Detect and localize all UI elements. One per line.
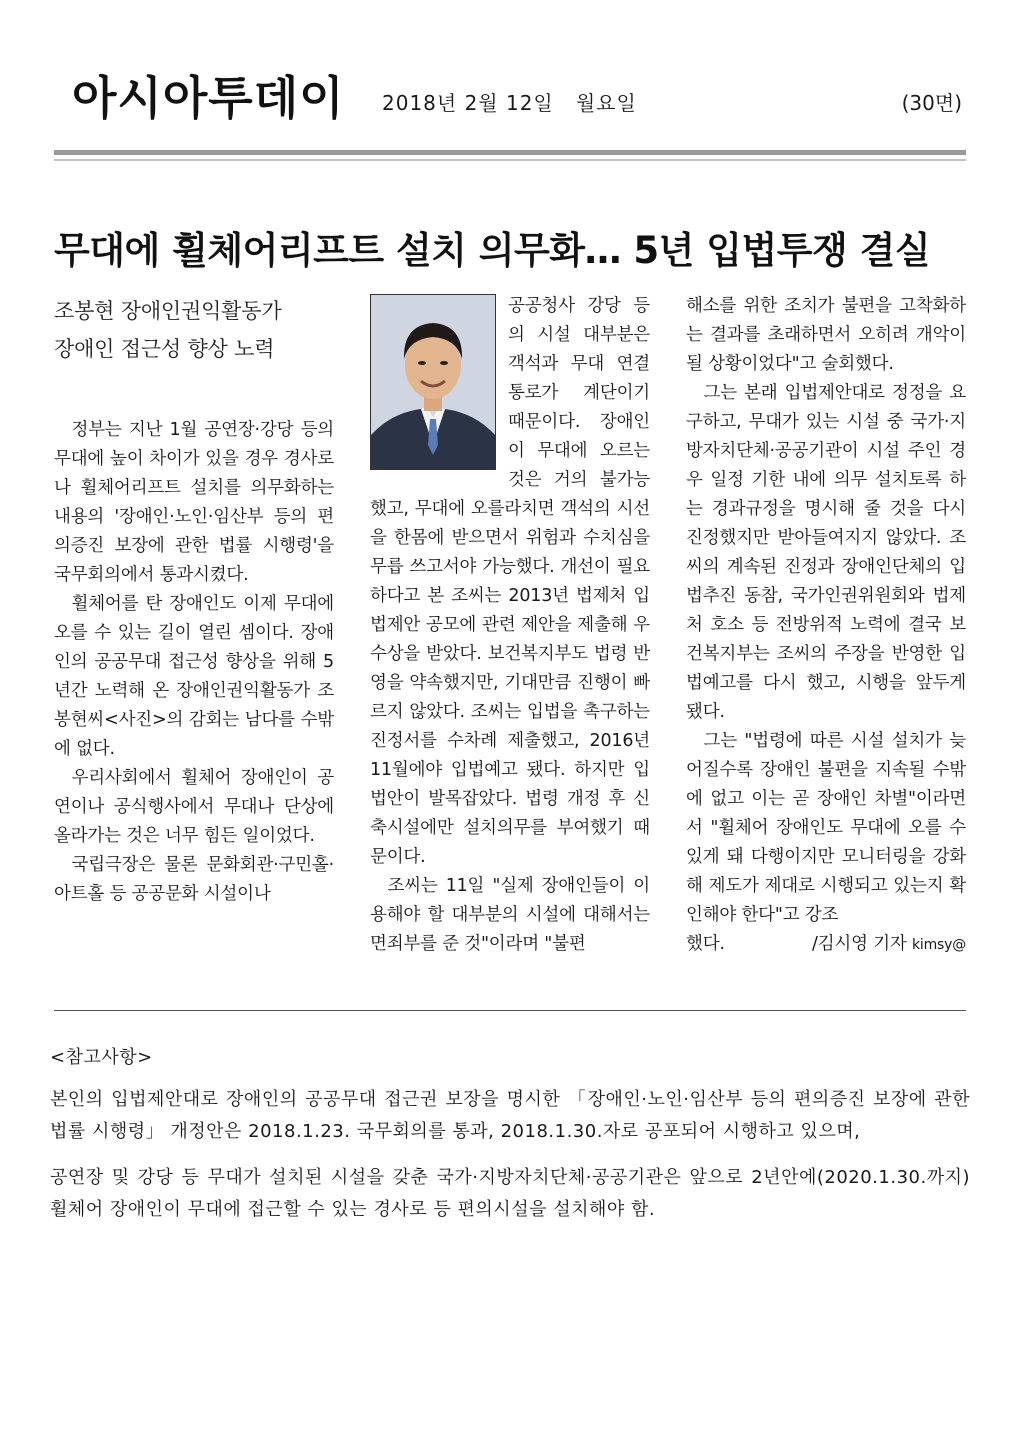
newspaper-name: 아시아투데이 xyxy=(72,71,345,125)
notes-paragraph: 공연장 및 강당 등 무대가 설치된 시설을 갖춘 국가·지방자치단체·공공기관은 앞으로 2년안에(2020.1.30.까지) 휠체어 장애인이 무대에 접근할 수 있는 경사로 등 편의시설을 설치해야 함. xyxy=(50,1167,970,1220)
notes-paragraph: 본인의 입법제안대로 장애인의 공공무대 접근권 보장을 명시한 「장애인·노인·임산부 등의 편의증진 보장에 관한 법률 시행령」 개정안은 2018.1.23. 국무회의를 통과, 2018.1.30.자로 공포되어 시행하고 있으며, xyxy=(50,1089,970,1142)
byline-lead: 했다. xyxy=(686,934,725,954)
article-subhead xyxy=(54,292,334,368)
article-column-2 xyxy=(370,292,650,959)
reporter-name: /김시영 기자 xyxy=(812,934,907,954)
article-column-1 xyxy=(54,292,334,909)
article-bottom-rule xyxy=(54,1010,966,1011)
paragraph: 공공청사 강당 등의 시설 대부분은 객석과 무대 연결 통로가 계단이기 때문이다. 장애인이 무대에 오르는 것은 거의 불가능했고, 무대에 오를라치면 객석의 시선을 한몸에 받으면서 위험과 수치심을 무릅 쓰고서야 가능했다. 개선이 필요하다고 본 조씨는 2013년 법제처 입법제안 공모에 관련 제안을 제출해 우수상을 받았다. 보건복지부도 법령 반영을 약속했지만, 기대만큼 진행이 빠르지 않았다. 조씨는 입법을 촉구하는 진정서를 수차례 제출했고, 2016년 11월에야 입법예고 됐다. 하지만 입법안이 발목잡았다. 법령 개정 후 신축시설에만 설치의무를 부여했기 때문이다. xyxy=(370,296,650,867)
issue-date: 2018년 2월 12일 월요일 xyxy=(382,91,637,115)
article-column-3 xyxy=(686,292,966,960)
paragraph: 조씨는 11일 "실제 장애인들이 이용해야 할 대부분의 시설에 대해서는 면죄부를 준 것"이라며 "불편 xyxy=(370,876,650,954)
portrait-photo xyxy=(370,294,496,470)
paragraph: 그는 "법령에 따른 시설 설치가 늦어질수록 장애인 불편을 지속될 수밖에 없고 이는 곧 장애인 차별"이라면서 "휠체어 장애인도 무대에 오를 수 있게 돼 다행이지만 모니터링을 강화해 제도가 제대로 시행되고 있는지 확인해야 한다"고 강조 xyxy=(686,731,966,925)
paragraph: 정부는 지난 1월 공연장·강당 등의 무대에 높이 차이가 있을 경우 경사로나 휠체어리프트 설치를 의무화하는 내용의 '장애인·노인·임산부 등의 편의증진 보장에 관한 법률 시행령'을 국무회의에서 통과시켰다. xyxy=(54,420,334,585)
paragraph: 휠체어를 탄 장애인도 이제 무대에 오를 수 있는 길이 열린 셈이다. 장애인의 공공무대 접근성 향상을 위해 5년간 노력해 온 장애인권익활동가 조봉현씨<사진>의 감회는 남다를 수밖에 없다. xyxy=(54,594,334,759)
article-headline: 무대에 휠체어리프트 설치 의무화… 5년 입법투쟁 결실 xyxy=(54,228,931,272)
portrait-photo-icon xyxy=(371,295,495,469)
byline-signature xyxy=(812,930,966,960)
reference-notes xyxy=(50,1042,970,1240)
header-rule-thin xyxy=(54,159,966,161)
subhead-line-1: 조봉현 장애인권익활동가 xyxy=(54,299,282,323)
paragraph: 그는 본래 입법제안대로 정정을 요구하고, 무대가 있는 시설 중 국가·지방자치단체·공공기관이 시설 주인 경우 일정 기한 내에 의무 설치토록 하는 경과규정을 명시해 줄 것을 다시 진정했지만 받아들여지지 않았다. 조씨의 계속된 진정과 장애인단체의 입법추진 동참, 국가인권위원회와 법제처 호소 등 전방위적 노력에 결국 보건복지부는 조씨의 주장을 반영한 입법예고를 다시 했고, 시행을 앞두게 됐다. xyxy=(686,383,966,722)
paragraph: 우리사회에서 휠체어 장애인이 공연이나 공식행사에서 무대나 단상에 올라가는 것은 너무 힘든 일이었다. xyxy=(54,768,334,846)
subhead-line-2: 장애인 접근성 향상 노력 xyxy=(54,337,275,361)
masthead xyxy=(72,68,968,128)
article-byline xyxy=(686,930,966,960)
page-number: (30면) xyxy=(901,91,962,115)
notes-title: <참고사항> xyxy=(50,1047,153,1068)
reporter-email: kimsy@ xyxy=(911,937,966,953)
header-rule-thick xyxy=(54,150,966,155)
paragraph: 해소를 위한 조치가 불편을 고착화하는 결과를 초래하면서 오히려 개악이 될 상황이었다"고 술회했다. xyxy=(686,296,966,374)
paragraph: 국립극장은 물론 문화회관·구민홀·아트홀 등 공공문화 시설이나 xyxy=(54,855,334,904)
